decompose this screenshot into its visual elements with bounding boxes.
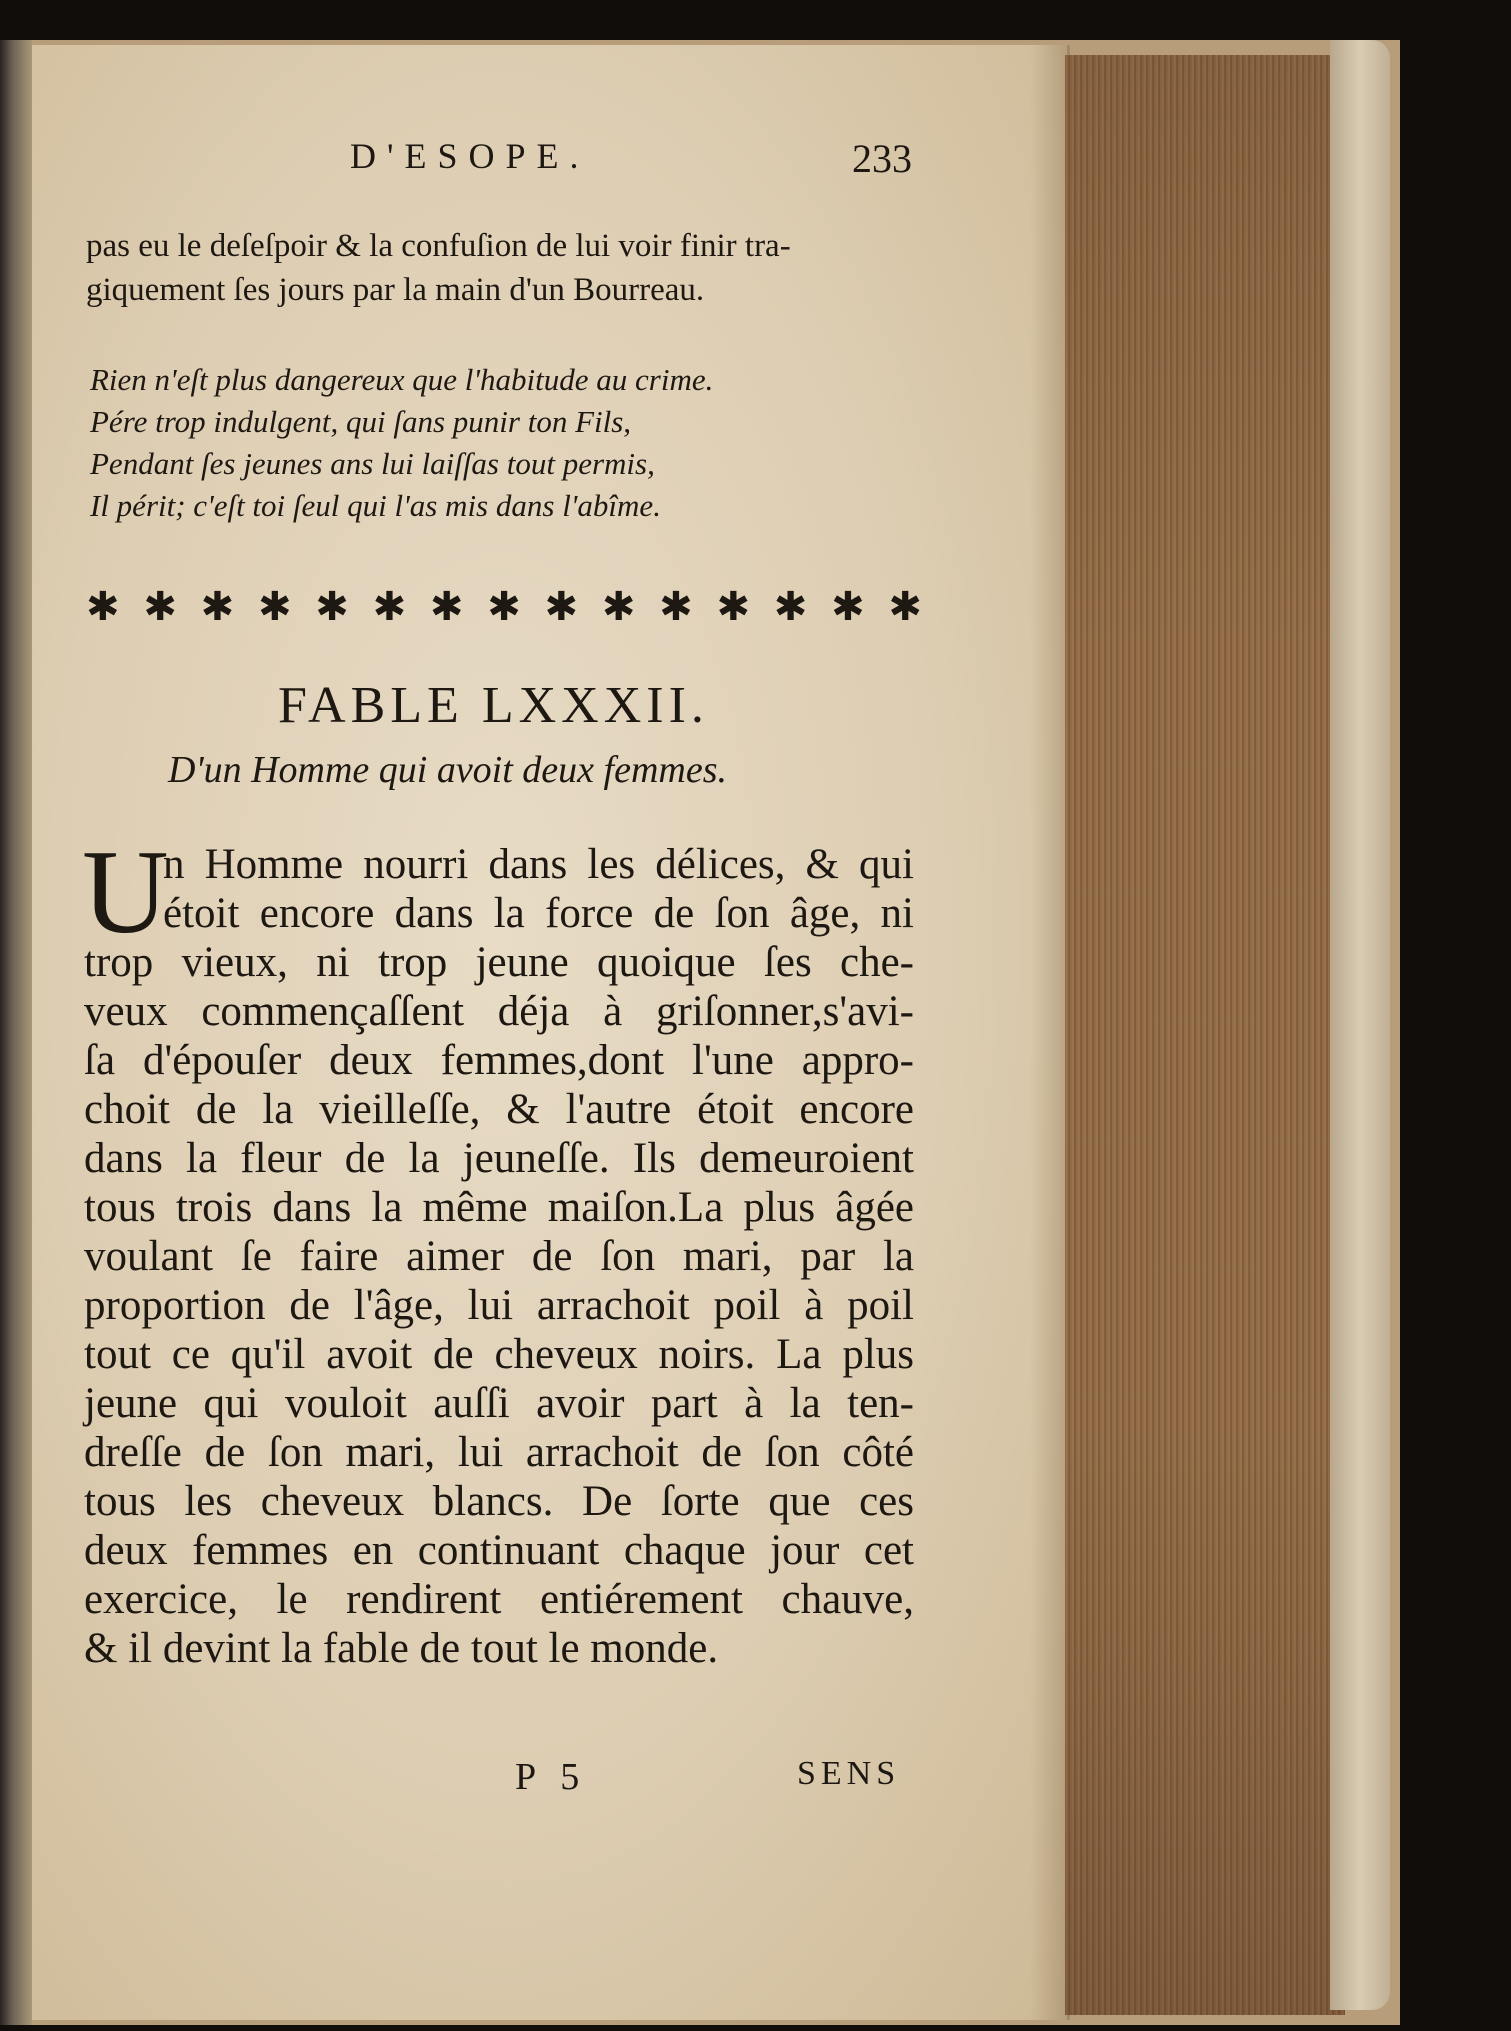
asterisk-ornament-icon: ✱ [659, 584, 693, 630]
continuation-line: pas eu le deſeſpoir & la confuſion de lui voir finir tra- [86, 228, 791, 264]
fable-body-line: choit de la vieilleſſe, & l'autre étoit encore [84, 1086, 914, 1133]
fable-body-line: tout ce qu'il avoit de cheveux noirs. La plus [84, 1331, 914, 1378]
moral-verse-line: Rien n'eſt plus dangereux que l'habitude au crime. [90, 362, 714, 397]
asterisk-ornament-icon: ✱ [86, 584, 120, 630]
catchword: SENS [797, 1755, 901, 1792]
moral-verse-line: Pére trop indulgent, qui ſans punir ton Fils, [90, 404, 632, 439]
asterisk-ornament-icon: ✱ [315, 584, 349, 630]
fable-body-line: dreſſe de ſon mari, lui arrachoit de ſon côté [84, 1429, 914, 1476]
asterisk-ornament-icon: ✱ [601, 584, 636, 630]
fable-body-line: exercice, le rendirent entiérement chauve, [84, 1576, 914, 1623]
page-number: 233 [852, 136, 912, 181]
fable-title: FABLE LXXXII. [278, 677, 709, 734]
asterisk-ornament-icon: ✱ [372, 584, 407, 630]
fore-edge-shading [1065, 55, 1345, 2015]
ornament-divider [86, 584, 922, 630]
continuation-line: giquement ſes jours par la main d'un Bourreau. [86, 272, 705, 308]
fable-body-line: jeune qui vouloit auſſi avoir part à la ten- [84, 1380, 914, 1427]
fable-body-line: & il devint la fable de tout le monde. [84, 1625, 719, 1672]
asterisk-ornament-icon: ✱ [831, 584, 865, 630]
asterisk-ornament-icon: ✱ [888, 584, 922, 630]
fable-body-line: voulant ſe faire aimer de ſon mari, par la [84, 1233, 914, 1280]
fable-subtitle: D'un Homme qui avoit deux femmes. [168, 749, 727, 791]
signature-mark: P 5 [515, 1756, 588, 1798]
fable-body-line: ſa d'épouſer deux femmes,dont l'une appro- [84, 1037, 914, 1084]
asterisk-ornament-icon: ✱ [544, 584, 579, 630]
moral-verse-line: Il périt; c'eſt toi ſeul qui l'as mis dans l'abîme. [90, 488, 661, 523]
fable-body-line: veux commençaſſent déja à griſonner,s'avi- [84, 988, 914, 1035]
asterisk-ornament-icon: ✱ [773, 584, 808, 630]
fable-body-line: tous trois dans la même maiſon.La plus âgée [84, 1184, 914, 1231]
fable-body-line: proportion de l'âge, lui arrachoit poil à poil [84, 1282, 914, 1329]
fable-body-line: tous les cheveux blancs. De ſorte que ces [84, 1478, 914, 1525]
asterisk-ornament-icon: ✱ [429, 584, 464, 630]
drop-cap: U [82, 825, 169, 958]
fable-body-line: dans la fleur de la jeuneſſe. Ils demeuroient [84, 1135, 914, 1182]
previous-page-edge [0, 40, 32, 2025]
asterisk-ornament-icon: ✱ [487, 584, 521, 630]
page-gutter-shadow [1030, 45, 1070, 2020]
asterisk-ornament-icon: ✱ [200, 584, 235, 630]
vellum-cover [1330, 40, 1390, 2010]
asterisk-ornament-icon: ✱ [143, 584, 177, 630]
running-head: D'ESOPE. [350, 136, 590, 176]
fable-body-line: trop vieux, ni trop jeune quoique ſes che- [84, 939, 914, 986]
moral-verse-line: Pendant ſes jeunes ans lui laiſſas tout permis, [90, 446, 655, 481]
fable-body-line: n Homme nourri dans les délices, & qui [163, 841, 914, 888]
fable-body-line: étoit encore dans la force de ſon âge, ni [163, 890, 914, 937]
asterisk-ornament-icon: ✱ [716, 584, 750, 630]
asterisk-ornament-icon: ✱ [257, 584, 292, 630]
fable-body-line: deux femmes en continuant chaque jour cet [84, 1527, 914, 1574]
